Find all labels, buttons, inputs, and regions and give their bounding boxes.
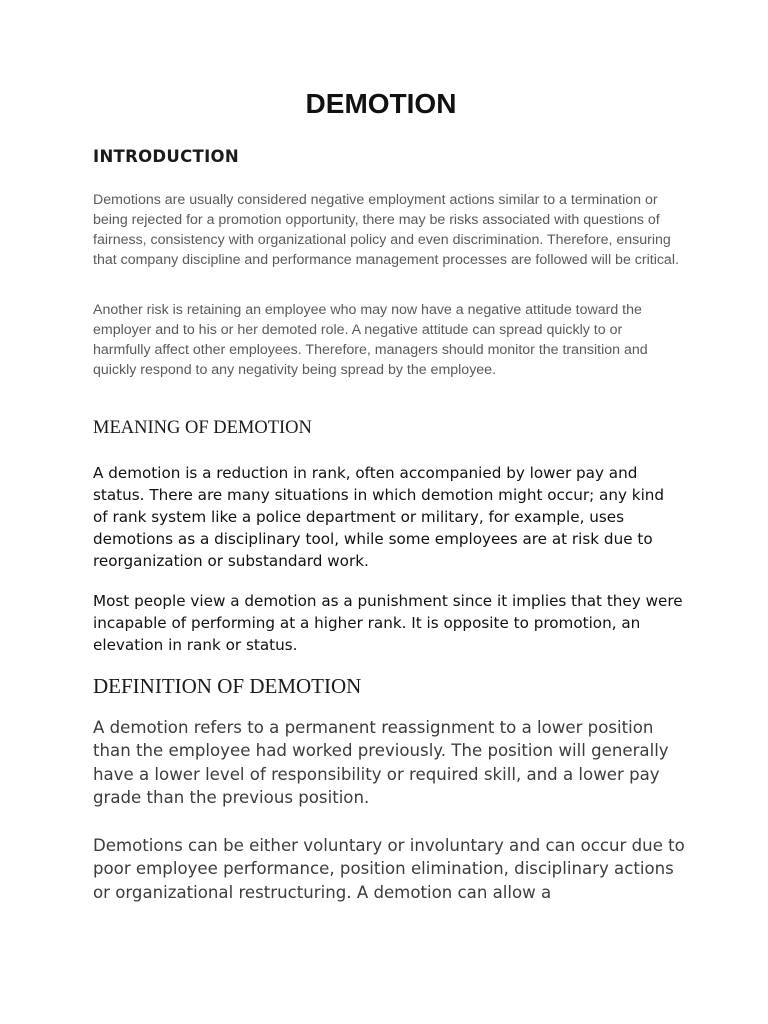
introduction-paragraph-1: Demotions are usually considered negative employment actions similar to a termination or being rejected for a promotion opportunity, there may be risks associated with questions of fairness, consistency with organizational policy and even discrimination. Therefore, ensuring that company discipline and performance management processes are followed will be critical. — [93, 192, 679, 268]
meaning-paragraph-1: A demotion is a reduction in rank, often accompanied by lower pay and status. There are many situations in which demotion might occur; any kind of rank system like a police department or military, for example, uses demotions as a disciplinary tool, while some employees are at risk due to reorganization or substandard work. — [93, 464, 665, 570]
meaning-heading: MEANING OF DEMOTION — [93, 418, 312, 438]
definition-paragraph-1: A demotion refers to a permanent reassignment to a lower position than the employee had worked previously. The position will generally have a lower level of responsibility or required skill, and a lower pay grade than the previous position. — [93, 718, 669, 807]
introduction-heading: INTRODUCTION — [93, 147, 239, 166]
document-title: DEMOTION — [305, 88, 457, 119]
introduction-paragraph-2: Another risk is retaining an employee who may now have a negative attitude toward the employer and to his or her demoted role. A negative attitude can spread quickly to or harmfully affect other employees. Therefore, managers should monitor the transition and quickly respond to any negativity being spread by the employee. — [93, 302, 648, 378]
definition-paragraph-2: Demotions can be either voluntary or involuntary and can occur due to poor employee performance, position elimination, disciplinary actions or organizational restructuring. A demotion can allow a — [93, 836, 685, 902]
definition-heading: DEFINITION OF DEMOTION — [93, 674, 362, 698]
meaning-paragraph-2: Most people view a demotion as a punishment since it implies that they were incapable of performing at a higher rank. It is opposite to promotion, an elevation in rank or status. — [93, 592, 683, 654]
